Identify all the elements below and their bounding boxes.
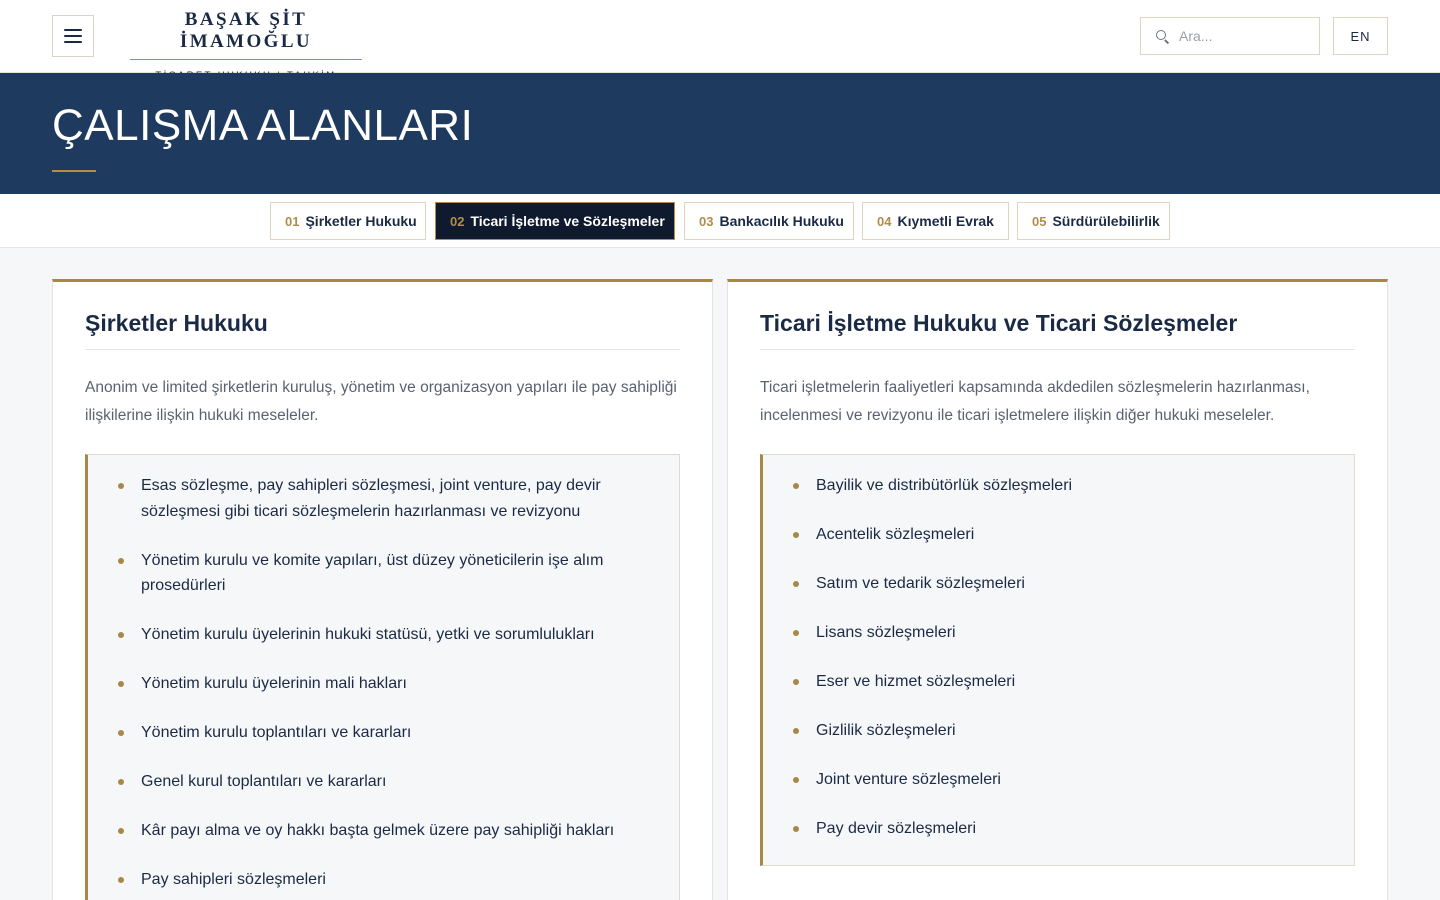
- tab-number: 03: [699, 213, 714, 229]
- tab-ticari-isletme[interactable]: [435, 202, 675, 240]
- service-list: [793, 473, 1334, 842]
- search-icon: [1155, 29, 1169, 43]
- tab-number: 05: [1032, 213, 1047, 229]
- list-item: Yönetim kurulu ve komite yapıları, üst düzey yöneticilerin işe alım prosedürleri: [118, 548, 659, 599]
- list-item: Yönetim kurulu toplantıları ve kararları: [118, 720, 659, 746]
- card-description: Anonim ve limited şirketlerin kuruluş, yönetim ve organizasyon yapıları ile pay sahipliği ilişkilerine ilişkin hukuki meseleler.: [85, 379, 677, 424]
- practice-area-tabs: [0, 194, 1440, 248]
- list-item: Satım ve tedarik sözleşmeleri: [793, 571, 1334, 597]
- list-item: Pay sahipleri sözleşmeleri: [118, 867, 659, 893]
- tab-number: 01: [285, 213, 300, 229]
- list-item: Eser ve hizmet sözleşmeleri: [793, 669, 1334, 695]
- list-item: Esas sözleşme, pay sahipleri sözleşmesi, joint venture, pay devir sözleşmesi gibi ticari sözleşmelerin hazırlanması ve revizyonu: [118, 473, 659, 524]
- practice-card-ticari: [727, 279, 1388, 900]
- tab-surdurulebilirlik[interactable]: [1017, 202, 1170, 240]
- card-description: Ticari işletmelerin faaliyetleri kapsamında akdedilen sözleşmelerin hazırlanması, incelenmesi ve revizyonu ile ticari işletmelere ilişkin diğer hukuki meseleler.: [760, 379, 1310, 424]
- tab-label: Kıymetli Evrak: [897, 213, 994, 229]
- tab-label: Şirketler Hukuku: [305, 213, 417, 229]
- tab-number: 04: [877, 213, 892, 229]
- page-banner: [0, 73, 1440, 194]
- site-header: [0, 0, 1440, 73]
- card-title: Ticari İşletme Hukuku ve Ticari Sözleşmeler: [760, 310, 1355, 350]
- list-item: Pay devir sözleşmeleri: [793, 816, 1334, 842]
- search-input[interactable]: [1179, 28, 1309, 44]
- list-item: Kâr payı alma ve oy hakkı başta gelmek üzere pay sahipliği hakları: [118, 818, 659, 844]
- list-item: Acentelik sözleşmeleri: [793, 522, 1334, 548]
- page-title: ÇALIŞMA ALANLARI: [52, 101, 474, 150]
- tab-label: Ticari İşletme ve Sözleşmeler: [470, 213, 665, 229]
- tab-bankacilik-hukuku[interactable]: [684, 202, 854, 240]
- service-list-box: [760, 454, 1355, 866]
- title-underline: [52, 170, 96, 172]
- logo-name: BAŞAK ŞİT İMAMOĞLU: [179, 9, 313, 52]
- list-item: Joint venture sözleşmeleri: [793, 767, 1334, 793]
- tab-kiymetli-evrak[interactable]: [862, 202, 1009, 240]
- list-item: Bayilik ve distribütörlük sözleşmeleri: [793, 473, 1334, 499]
- tab-number: 02: [450, 213, 465, 229]
- logo-divider: [130, 59, 362, 60]
- search-box[interactable]: [1140, 17, 1320, 55]
- list-item: Genel kurul toplantıları ve kararları: [118, 769, 659, 795]
- service-list-box: [85, 454, 680, 900]
- list-item: Yönetim kurulu üyelerinin hukuki statüsü, yetki ve sorumlulukları: [118, 622, 659, 648]
- tab-label: Bankacılık Hukuku: [719, 213, 844, 229]
- list-item: Yönetim kurulu üyelerinin mali hakları: [118, 671, 659, 697]
- menu-button[interactable]: [52, 15, 94, 57]
- list-item: Gizlilik sözleşmeleri: [793, 718, 1334, 744]
- logo[interactable]: [116, 9, 376, 81]
- tab-sirketler-hukuku[interactable]: [270, 202, 426, 240]
- tab-label: Sürdürülebilirlik: [1052, 213, 1160, 229]
- card-title: Şirketler Hukuku: [85, 310, 680, 350]
- practice-card-sirketler: [52, 279, 713, 900]
- language-switch-button[interactable]: EN: [1333, 17, 1388, 55]
- service-list: [118, 473, 659, 893]
- list-item: Lisans sözleşmeleri: [793, 620, 1334, 646]
- hamburger-menu-icon: [64, 29, 82, 43]
